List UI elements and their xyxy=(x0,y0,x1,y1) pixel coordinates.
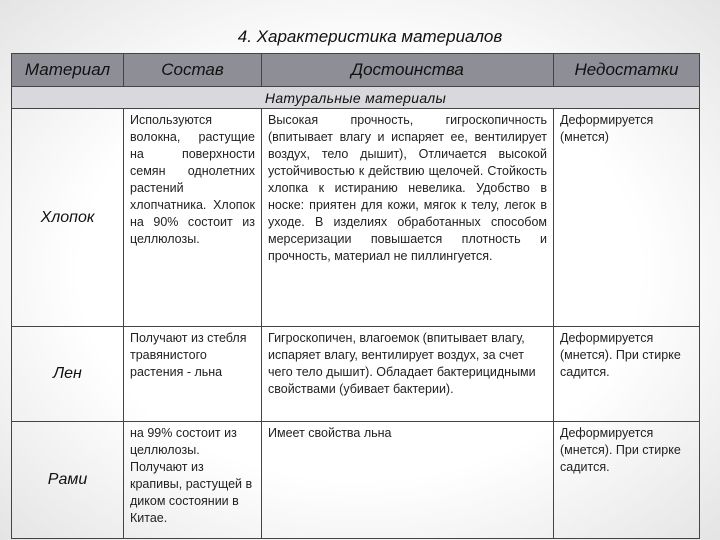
section-row xyxy=(12,87,700,109)
advantages-cell: Гигроскопичен, влагоемок (впитывает влагу, испаряет влагу, вентилирует воздух, за счет чего тело дышит). Обладает бактерицидными свойствами (убивает бактерии). xyxy=(262,327,554,422)
advantages-cell: Имеет свойства льна xyxy=(262,422,554,539)
header-advantages: Достоинства xyxy=(262,54,554,87)
header-disadvantages: Недостатки xyxy=(554,54,700,87)
disadvantages-cell: Деформируется (мнется) xyxy=(554,109,700,327)
disadvantages-cell: Деформируется (мнется). При стирке садится. xyxy=(554,327,700,422)
header-composition: Состав xyxy=(124,54,262,87)
table-row xyxy=(12,422,700,539)
table-row xyxy=(12,327,700,422)
composition-cell: Получают из стебля травянистого растения - льна xyxy=(124,327,262,422)
material-name: Рами xyxy=(12,422,124,539)
material-name: Хлопок xyxy=(12,109,124,327)
materials-table xyxy=(11,53,700,539)
header-material: Материал xyxy=(12,54,124,87)
header-row xyxy=(12,54,700,87)
material-name: Лен xyxy=(12,327,124,422)
section-title: Натуральные материалы xyxy=(12,87,700,109)
page-title: 4. Характеристика материалов xyxy=(237,27,503,46)
composition-cell: на 99% состоит из целлюлозы. Получают из крапивы, растущей в диком состоянии в Китае. xyxy=(124,422,262,539)
disadvantages-cell: Деформируется (мнется). При стирке садится. xyxy=(554,422,700,539)
table-row xyxy=(12,109,700,327)
composition-cell: Используются волокна, растущие на поверхности семян однолетних растений хлопчатника. Хлопок на 90% состоит из целлюлозы. xyxy=(124,109,262,327)
advantages-cell: Высокая прочность, гигроскопичность (впитывает влагу и испаряет ее, вентилирует воздух, тело дышит), Отличается высокой устойчивостью к действию щелочей. Стойкость хлопка к истиранию невелика. Удобство в носке: приятен для кожи, мягок к телу, легок в уходе. В изделиях обработанных способом мерсеризации повышается плотность и прочность, материал не пиллингуется. xyxy=(262,109,554,327)
